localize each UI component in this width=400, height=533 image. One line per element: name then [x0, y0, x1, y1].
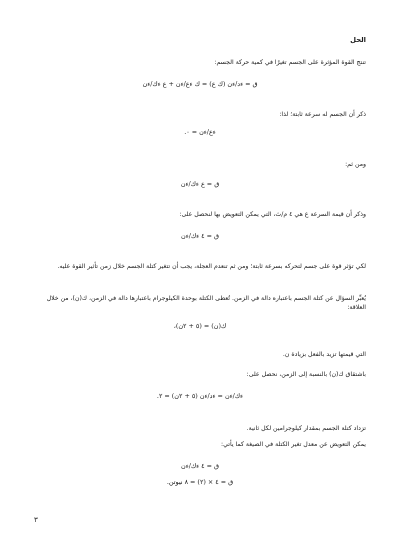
equation-mass-derivative: ءك/ءن = ءد/ءن (٥ + ٢ن) = ٢. [156, 392, 244, 400]
page-number: ٣ [34, 516, 38, 524]
equation-force-four-repeat: ق = ٤ ءك/ءن [181, 462, 219, 470]
paragraph-therefore: ومن ثم: [345, 161, 366, 168]
equation-force-four: ق = ٤ ءك/ءن [181, 232, 219, 240]
paragraph-mass-rate: تزداد كتلة الجسم بمقدار كيلوجرامين لكل ثانية. [246, 425, 366, 432]
equation-acceleration-zero: ءع/ءن = ٠. [184, 128, 216, 136]
paragraph-substitute: يمكن التعويض عن معدل تغير الكتلة في الصيغة كما يأتي: [220, 441, 366, 448]
equation-force-result: ق = ٤ × (٢) = ٨ نيوتن. [166, 478, 234, 486]
paragraph-velocity-value: وذكر أن قيمة السرعة ع هي ٤ م/ث، التي يمكن التعويض بها لنحصل على: [179, 211, 366, 218]
equation-force-velocity: ق = ع ءك/ءن [180, 180, 220, 188]
equation-force-derivative: ق = ءد/ءن (ك ع) = ك ءع/ءن + ع ءك/ءن [142, 80, 258, 88]
paragraph-mass-increases: التي قيمتها تزيد بالفعل بزيادة ن. [282, 351, 366, 358]
equation-mass-function: ك(ن) = (٥ + ٢ن)، [173, 322, 227, 330]
solution-heading: الحل [350, 36, 366, 44]
paragraph-force-momentum: تنتج القوة المؤثرة على الجسم تغيرًا في كمية حركة الجسم: [214, 59, 366, 66]
paragraph-differentiate: باشتقاق ك(ن) بالنسبة إلى الزمن، نحصل على: [246, 371, 366, 378]
paragraph-mass-change: لكي تؤثر قوة على جسم لتحركه بسرعة ثابتة؛ ومن ثم تنعدم العجلة، يجب أن تتغير كتلة الجسم خلال زمن تأثير القوة عليه. [57, 263, 366, 270]
paragraph-mass-function: يُعبِّر السؤال عن كتلة الجسم باعتباره دالة في الزمن. تُعطى الكتلة بوحدة الكيلوجرام باعتبارها دالة في الزمن، ك(ن)، من خلال العلاقة: [46, 295, 366, 311]
paragraph-constant-velocity: ذكر أن الجسم له سرعة ثابتة؛ لذا: [279, 111, 366, 118]
